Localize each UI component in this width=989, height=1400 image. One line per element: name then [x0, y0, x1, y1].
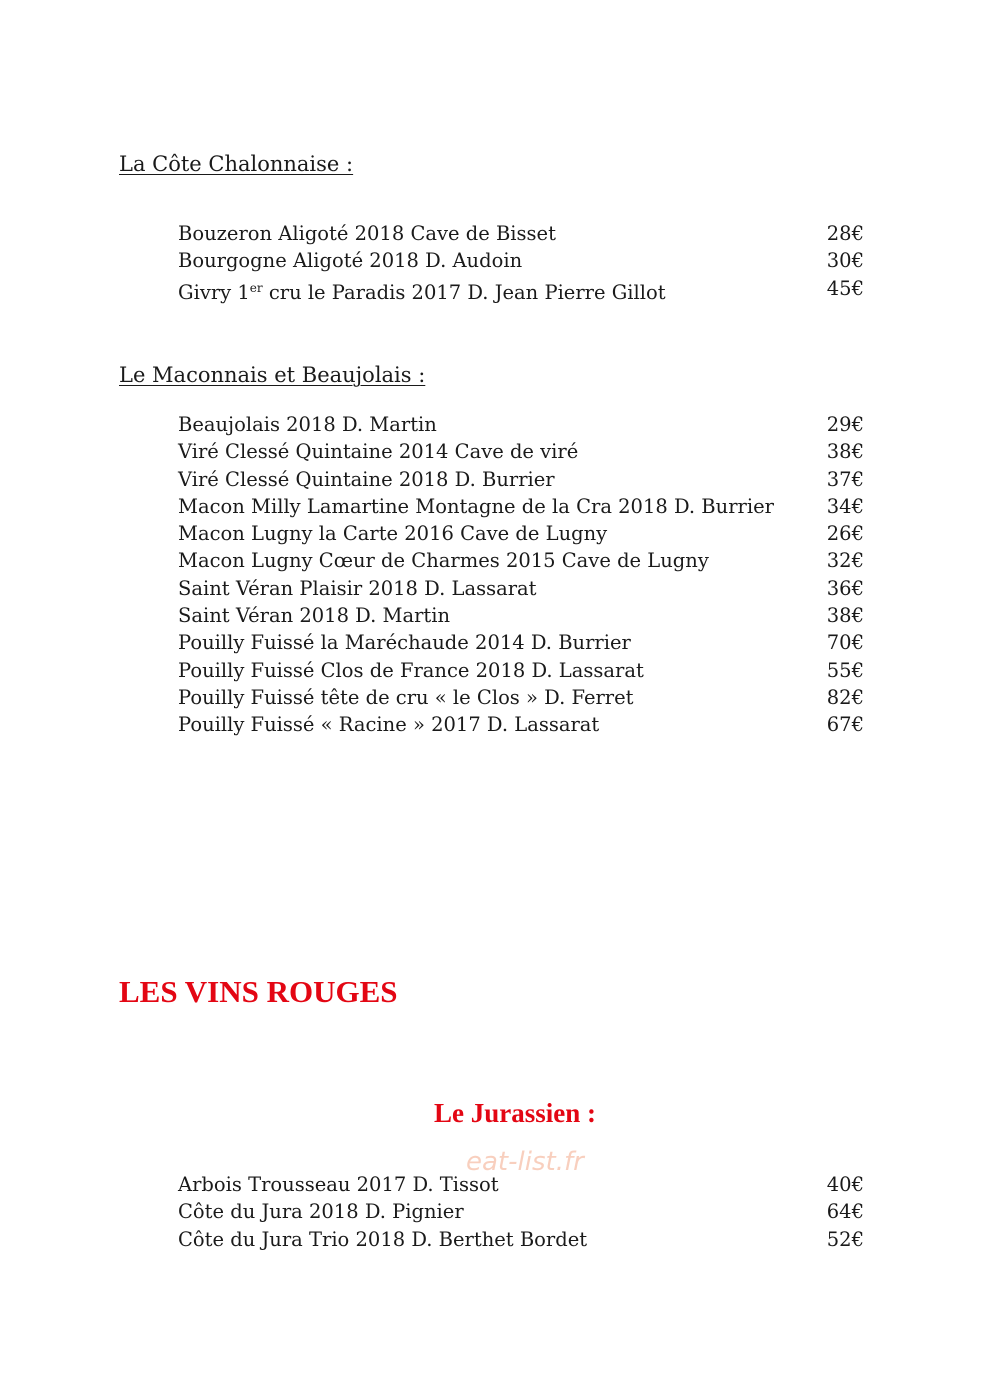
wine-name-part: cru le Paradis 2017 D. Jean Pierre Gillot: [262, 280, 666, 304]
wine-row: [178, 657, 864, 684]
wine-price: 34€: [826, 494, 864, 518]
wine-name: Macon Lugny la Carte 2016 Cave de Lugny: [178, 522, 608, 546]
wine-row: [178, 220, 864, 247]
wine-name: Pouilly Fuissé Clos de France 2018 D. Lassarat: [178, 658, 644, 682]
section-title-vins-rouges: LES VINS ROUGES: [119, 974, 398, 1009]
section-heading-maconnais: Le Maconnais et Beaujolais :: [119, 363, 426, 387]
wine-name: Pouilly Fuissé « Racine » 2017 D. Lassarat: [178, 713, 600, 737]
section-heading-cote-chalonnaise: La Côte Chalonnaise :: [119, 152, 354, 176]
wine-price: 55€: [826, 658, 864, 682]
wine-name: Viré Clessé Quintaine 2018 D. Burrier: [178, 467, 555, 491]
section-heading-jurassien: Le Jurassien :: [434, 1098, 596, 1128]
wine-price: 82€: [826, 685, 864, 709]
wine-name: Viré Clessé Quintaine 2014 Cave de viré: [178, 440, 579, 464]
wine-price: 28€: [826, 222, 864, 245]
wine-row: [178, 493, 864, 520]
wine-name: Côte du Jura 2018 D. Pignier: [178, 1200, 464, 1224]
wine-row: [178, 275, 864, 302]
wine-row: [178, 684, 864, 711]
wine-price: 37€: [826, 467, 864, 491]
wine-name: Pouilly Fuissé la Maréchaude 2014 D. Burrier: [178, 631, 631, 655]
wine-name: Arbois Trousseau 2017 D. Tissot: [178, 1173, 499, 1196]
wine-row: [178, 520, 864, 547]
wine-row: [178, 1198, 864, 1225]
wine-name: Côte du Jura Trio 2018 D. Berthet Bordet: [178, 1227, 588, 1251]
wine-price: 38€: [826, 440, 864, 464]
wine-name-superscript: er: [249, 280, 263, 295]
wine-row: [178, 466, 864, 493]
wine-row: [178, 575, 864, 602]
wine-price: 32€: [826, 549, 864, 573]
wine-name: Beaujolais 2018 D. Martin: [178, 413, 437, 436]
wine-name-part: Givry 1: [178, 280, 250, 304]
wine-row: [178, 438, 864, 465]
wine-list-cote-chalonnaise: [178, 220, 864, 302]
wine-row: [178, 411, 864, 438]
wine-price: 30€: [826, 249, 864, 273]
wine-price: 29€: [826, 413, 864, 436]
wine-name: Bouzeron Aligoté 2018 Cave de Bisset: [178, 222, 556, 245]
wine-row: [178, 247, 864, 274]
wine-name: Macon Lugny Cœur de Charmes 2015 Cave de Lugny: [178, 549, 709, 573]
wine-price: 67€: [826, 713, 864, 737]
watermark: eat-list.fr: [466, 1147, 584, 1177]
wine-row: [178, 547, 864, 574]
wine-list-maconnais: [178, 411, 864, 739]
wine-price: 36€: [826, 576, 864, 600]
wine-name: Macon Milly Lamartine Montagne de la Cra 2018 D. Burrier: [178, 494, 774, 518]
wine-row: [178, 711, 864, 738]
wine-row: [178, 1171, 864, 1198]
wine-name: Bourgogne Aligoté 2018 D. Audoin: [178, 249, 523, 273]
wine-row: [178, 629, 864, 656]
wine-price: 52€: [826, 1227, 864, 1251]
wine-name: [178, 275, 666, 306]
wine-name: Saint Véran 2018 D. Martin: [178, 604, 451, 628]
wine-row: [178, 602, 864, 629]
wine-name: Pouilly Fuissé tête de cru « le Clos » D. Ferret: [178, 685, 634, 709]
wine-price: 38€: [826, 604, 864, 628]
wine-price: 40€: [826, 1173, 864, 1196]
wine-price: 45€: [826, 276, 864, 300]
wine-price: 26€: [826, 522, 864, 546]
wine-list-jurassien: [178, 1171, 864, 1253]
wine-price: 64€: [826, 1200, 864, 1224]
wine-name: Saint Véran Plaisir 2018 D. Lassarat: [178, 576, 537, 600]
wine-price: 70€: [826, 631, 864, 655]
wine-row: [178, 1226, 864, 1253]
